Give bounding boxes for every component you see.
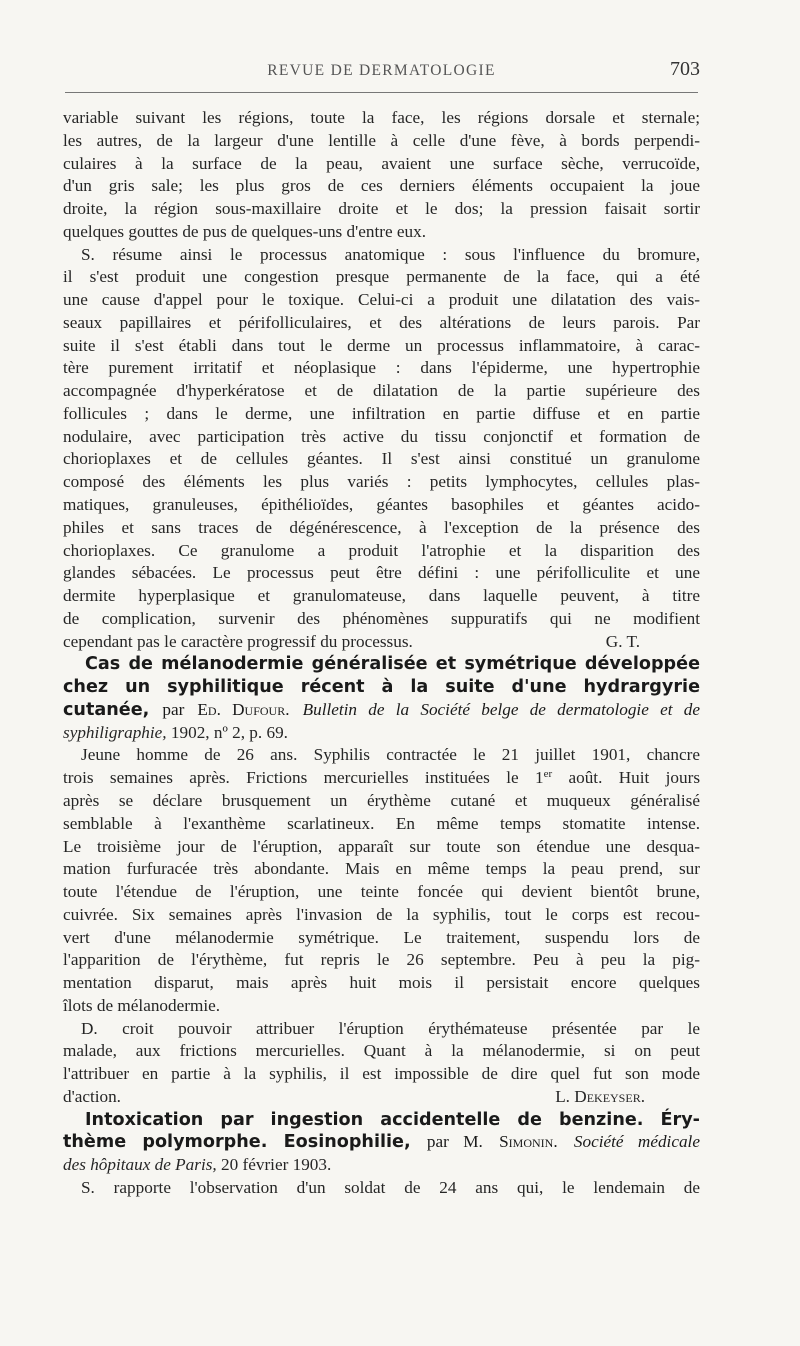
text-line: suite il s'est établi dans tout le derme un processus inflammatoire, à carac-	[63, 335, 700, 355]
text-line: chorioplaxes. Ce granulome a produit l'atrophie et la disparition des	[63, 540, 700, 560]
text-line: l'apparition de l'érythème, fut repris le 26 septembre. Peu à peu la pig-	[63, 950, 700, 970]
text-line: malade, aux frictions mercurielles. Quant à la mélanodermie, si on peut	[63, 1041, 700, 1061]
text-line: follicules ; dans le derme, une infiltration en partie diffuse et en partie	[63, 403, 700, 423]
article-reference-line	[63, 722, 700, 745]
text-line: composé des éléments les plus variés : petits lymphocytes, cellules plas-	[63, 472, 700, 492]
article-reference: 1902, nº 2, p. 69.	[170, 722, 288, 742]
article-title-line: Cas de mélanodermie généralisée et symétrique développée	[85, 654, 700, 675]
text-line: nodulaire, avec participation très active du tissu conjonctif et formation de	[63, 426, 700, 446]
text-line: chorioplaxes et de cellules géantes. Il s'est ainsi constitué un granulome	[63, 449, 700, 469]
article-author-prefix: par	[162, 699, 185, 719]
text-line: quelques gouttes de pus de quelques-uns d'entre eux.	[63, 221, 426, 241]
journal-name: syphiligraphie,	[63, 722, 167, 742]
article-title-end: cutanée,	[63, 699, 150, 720]
journal-page	[63, 56, 700, 1200]
journal-name: Société médicale	[573, 1132, 700, 1152]
page-header	[63, 56, 700, 92]
text-line: semblable à l'exanthème scarlatineux. En même temps stomatite intense.	[63, 813, 700, 833]
text-line: les autres, de la largeur d'une lentille à celle d'une fève, à bords perpendi-	[63, 130, 700, 150]
journal-name: des hôpitaux de Paris,	[63, 1155, 217, 1175]
text-line: il s'est produit une congestion presque permanente de la face, qui a été	[63, 267, 700, 287]
text-line-with-signature	[63, 1086, 700, 1109]
article-title-line: Intoxication par ingestion accidentelle de benzine. Éry-	[85, 1109, 700, 1130]
text-line: S. résume ainsi le processus anatomique : sous l'influence du bromure,	[81, 244, 700, 264]
text-line: toute l'étendue de l'éruption, une teinte foncée qui devient bientôt brune,	[63, 882, 700, 902]
text-line: S. rapporte l'observation d'un soldat de 24 ans qui, le lendemain de	[81, 1177, 700, 1197]
text-fragment: trois semaines après. Frictions mercurielles instituées le	[63, 768, 519, 788]
header-rule	[65, 92, 698, 93]
text-fragment: août. Huit jours	[568, 768, 701, 788]
article-title-line: chez un syphilitique récent à la suite d'une hydrargyrie	[63, 677, 700, 698]
text-line: accompagnée d'hyperkératose et de dilatation de la partie supérieure des	[63, 381, 700, 401]
article-signature: G. T.	[605, 631, 640, 651]
date-number: 1	[534, 768, 544, 788]
journal-name: Bulletin de la Société belge de dermatologie et de	[302, 699, 700, 719]
text-line: cependant pas le caractère progressif du processus.	[63, 631, 413, 651]
article-reference-line	[63, 1154, 700, 1177]
running-head: REVUE DE DERMATOLOGIE	[267, 62, 496, 79]
text-line: Jeune homme de 26 ans. Syphilis contractée le 21 juillet 1901, chancre	[81, 745, 700, 765]
text-line: de complication, survenir des phénomènes suppuratifs qui ne modifient	[63, 608, 700, 628]
article-author: Ed. Dufour.	[197, 699, 290, 719]
article-author-prefix: par M.	[426, 1132, 483, 1152]
article-date: 20 février 1903.	[221, 1155, 332, 1175]
text-line: après se déclare brusquement un érythème cutané et muqueux généralisé	[63, 790, 700, 810]
text-line: D. croit pouvoir attribuer l'éruption érythémateuse présentée par le	[81, 1018, 700, 1038]
text-line: Le troisième jour de l'éruption, apparaît sur toute son étendue une desqua-	[63, 836, 700, 856]
text-line: d'un gris sale; les plus gros de ces derniers éléments occupaient la joue	[63, 176, 700, 196]
text-line: matiques, granuleuses, épithélioïdes, géantes basophiles et géantes acido-	[63, 495, 700, 515]
page-number: 703	[670, 58, 700, 80]
text-line: glandes sébacées. Le processus peut être défini : une périfolliculite et une	[63, 563, 700, 583]
text-line: culaires à la surface de la peau, avaient une surface sèche, verrucoïde,	[63, 153, 700, 173]
text-line: l'attribuer en partie à la syphilis, il est impossible de dire quel fut son mode	[63, 1064, 700, 1084]
page-body	[63, 107, 700, 1200]
text-line: variable suivant les régions, toute la face, les régions dorsale et sternale;	[63, 108, 700, 127]
article-author: Simonin.	[499, 1132, 558, 1152]
text-line: seaux papillaires et périfolliculaires, et des altérations de leurs parois. Par	[63, 312, 700, 332]
text-line: dermite hyperplasique et granulomateuse, dans laquelle peuvent, à titre	[63, 586, 700, 606]
article-signature: L. Dekeyser.	[555, 1086, 645, 1106]
text-line: vert d'une mélanodermie symétrique. Le traitement, suspendu lors de	[63, 927, 700, 947]
text-line: tère purement irritatif et néoplasique : dans l'épiderme, une hypertrophie	[63, 358, 700, 378]
text-line: philes et sans traces de dégénérescence, à l'exception de la présence des	[63, 517, 700, 537]
text-line: mation furfuracée très abondante. Mais en même temps la peau prend, sur	[63, 859, 700, 879]
ordinal-suffix: er	[543, 768, 553, 781]
text-line	[63, 767, 700, 790]
text-line: une cause d'appel pour le toxique. Celui-ci a produit une dilatation des vais-	[63, 290, 700, 310]
text-line: cuivrée. Six semaines après l'invasion de la syphilis, tout le corps est recou-	[63, 904, 700, 924]
article-title-line	[63, 1131, 700, 1154]
article-title-line	[63, 699, 700, 722]
text-line: îlots de mélanodermie.	[63, 995, 221, 1015]
article-title-end: thème polymorphe. Eosinophilie,	[63, 1132, 411, 1153]
text-line-with-signature	[63, 631, 700, 654]
text-line: mentation disparut, mais après huit mois il persistait encore quelques	[63, 973, 700, 993]
text-line: droite, la région sous-maxillaire droite et le dos; la pression faisait sortir	[63, 199, 700, 219]
text-line: d'action.	[63, 1086, 121, 1106]
